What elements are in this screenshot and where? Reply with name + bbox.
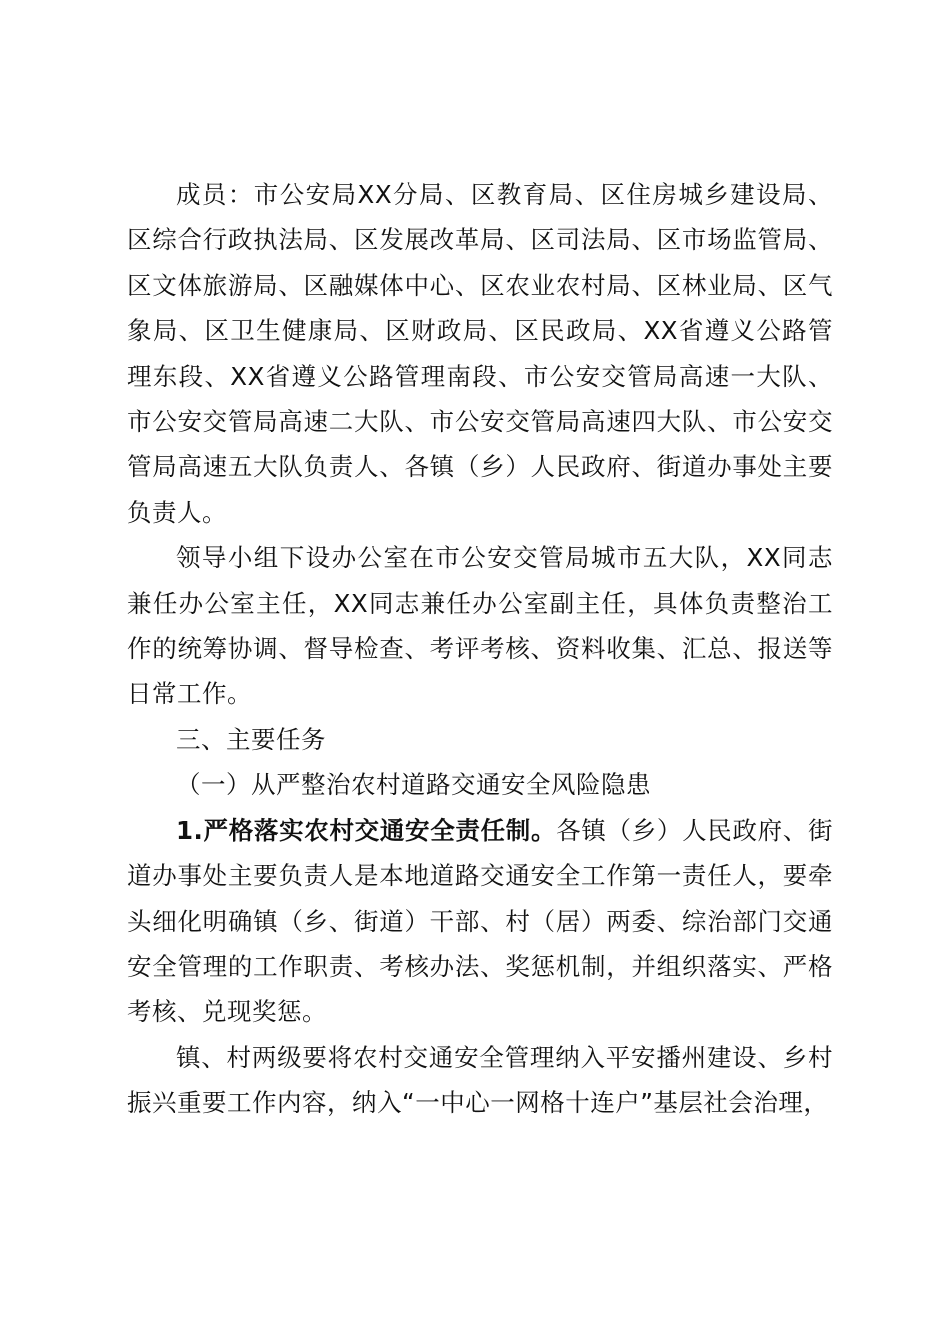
item-1-paragraph <box>127 808 833 1035</box>
document-body <box>127 172 833 1126</box>
item-1-lead: 1.严格落实农村交通安全责任制。 <box>176 815 557 845</box>
office-paragraph: 领导小组下设办公室在市公安交管局城市五大队，XX同志兼任办公室主任，XX同志兼任办公室副主任，具体负责整治工作的统筹协调、督导检查、考评考核、资料收集、汇总、报送等日常工作。 <box>127 543 833 709</box>
last-paragraph: 镇、村两级要将农村交通安全管理纳入平安播州建设、乡村振兴重要工作内容，纳入“一中心一网格十连户”基层社会治理， <box>127 1042 833 1118</box>
section-heading-main-tasks: 三、主要任务 <box>176 724 326 754</box>
subsection-heading-rural-roads: （一）从严整治农村道路交通安全风险隐患 <box>176 770 651 800</box>
item-1-body: 各镇（乡）人民政府、街道办事处主要负责人是本地道路交通安全工作第一责任人，要牵头细化明确镇（乡、街道）干部、村（居）两委、综治部门交通安全管理的工作职责、考核办法、奖惩机制，并组织落实、严格考核、兑现奖惩。 <box>127 815 833 1027</box>
members-paragraph: 成员：市公安局XX分局、区教育局、区住房城乡建设局、区综合行政执法局、区发展改革局、区司法局、区市场监管局、区文体旅游局、区融媒体中心、区农业农村局、区林业局、区气象局、区卫生健康局、区财政局、区民政局、XX省遵义公路管理东段、XX省遵义公路管理南段、市公安交管局高速一大队、市公安交管局高速二大队、市公安交管局高速四大队、市公安交管局高速五大队负责人、各镇（乡）人民政府、街道办事处主要负责人。 <box>127 180 833 527</box>
